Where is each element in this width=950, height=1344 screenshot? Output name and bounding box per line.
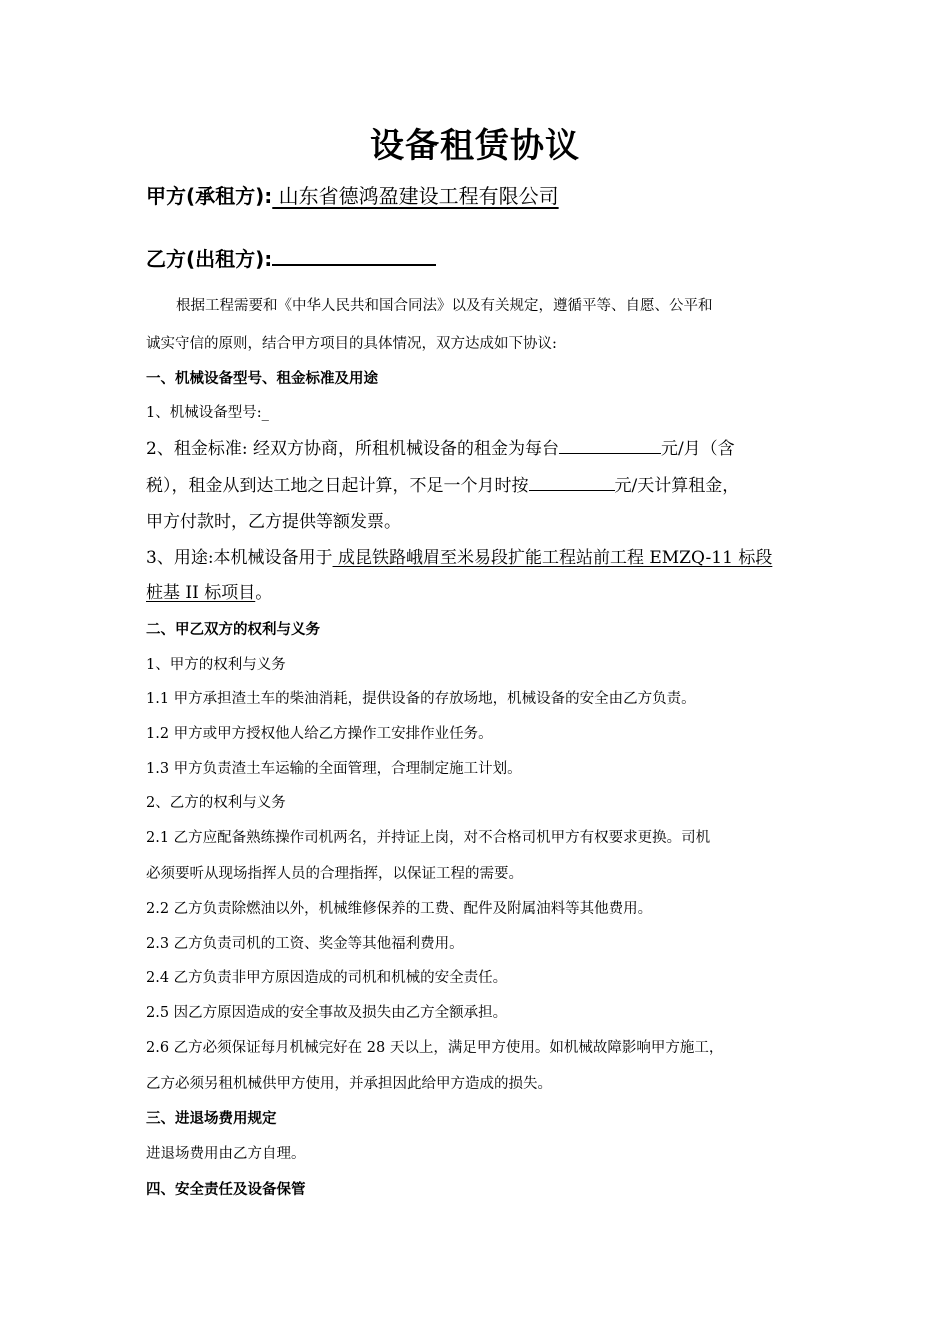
project-name: 成昆铁路峨眉至米易段扩能工程站前工程 EMZQ-11 标段 bbox=[332, 548, 773, 568]
monthly-rent-blank bbox=[559, 437, 661, 454]
document-title: 设备租赁协议 bbox=[370, 126, 580, 166]
party-a-line bbox=[146, 180, 559, 209]
clause-2-2: 2.2 乙方负责除燃油以外，机械维修保养的工费、配件及附属油料等其他费用。 bbox=[146, 901, 653, 917]
section-3-text: 进退场费用由乙方自理。 bbox=[146, 1146, 306, 1162]
clause-2-3: 2.3 乙方负责司机的工资、奖金等其他福利费用。 bbox=[146, 936, 464, 952]
usage-end: 。 bbox=[255, 583, 273, 603]
rent-standard-line-2 bbox=[146, 474, 739, 496]
clause-1-3: 1.3 甲方负责渣土车运输的全面管理，合理制定施工计划。 bbox=[146, 761, 522, 777]
clause-1-2: 1.2 甲方或甲方授权他人给乙方操作工安排作业任务。 bbox=[146, 726, 493, 742]
party-a-name: 山东省德鸿盈建设工程有限公司 bbox=[272, 184, 559, 208]
rent-text-d: 元/天计算租金， bbox=[614, 476, 740, 496]
party-a-label: 甲方(承租方): bbox=[146, 184, 273, 208]
usage-line-2 bbox=[146, 583, 272, 603]
clause-2-1-line-2: 必须要听从现场指挥人员的合理指挥，以保证工程的需要。 bbox=[146, 866, 523, 882]
rent-text-a: 2、租金标准: 经双方协商，所租机械设备的租金为每台 bbox=[146, 439, 559, 459]
clause-2-6-line-1: 2.6 乙方必须保证每月机械完好在 28 天以上，满足甲方使用。如机械故障影响甲方施工， bbox=[146, 1040, 724, 1056]
party-b-line bbox=[146, 243, 436, 272]
section-1-heading: 一、机械设备型号、租金标准及用途 bbox=[146, 371, 378, 387]
clause-2-5: 2.5 因乙方原因造成的安全事故及损失由乙方全额承担。 bbox=[146, 1005, 508, 1021]
party-b-label: 乙方(出租方): bbox=[146, 247, 273, 271]
section-2-heading: 二、甲乙双方的权利与义务 bbox=[146, 622, 320, 638]
intro-line-2: 诚实守信的原则，结合甲方项目的具体情况，双方达成如下协议: bbox=[146, 336, 557, 352]
daily-rent-blank bbox=[529, 474, 615, 491]
clause-2-1-line-1: 2.1 乙方应配备熟练操作司机两名，并持证上岗，对不合格司机甲方有权要求更换。司机 bbox=[146, 830, 711, 846]
intro-line-1: 根据工程需要和《中华人民共和国合同法》以及有关规定，遵循平等、自愿、公平和 bbox=[176, 298, 713, 314]
party-a-duties-title: 1、甲方的权利与义务 bbox=[146, 657, 286, 673]
usage-line-1 bbox=[146, 548, 772, 568]
equipment-model: 1、机械设备型号:_ bbox=[146, 405, 269, 421]
party-b-blank bbox=[272, 246, 436, 266]
rent-text-b: 元/月（含 bbox=[660, 439, 735, 459]
section-4-heading: 四、安全责任及设备保管 bbox=[146, 1182, 306, 1198]
clause-2-4: 2.4 乙方负责非甲方原因造成的司机和机械的安全责任。 bbox=[146, 970, 508, 986]
usage-text-a: 3、用途:本机械设备用于 bbox=[146, 548, 333, 568]
rent-text-c: 税），租金从到达工地之日起计算，不足一个月时按 bbox=[146, 476, 529, 496]
rent-standard-line-1 bbox=[146, 437, 735, 459]
party-b-duties-title: 2、乙方的权利与义务 bbox=[146, 795, 286, 811]
section-3-heading: 三、进退场费用规定 bbox=[146, 1111, 277, 1127]
project-name-cont: 桩基 II 标项目 bbox=[146, 583, 256, 603]
rent-standard-line-3: 甲方付款时，乙方提供等额发票。 bbox=[146, 512, 401, 532]
clause-1-1: 1.1 甲方承担渣土车的柴油消耗，提供设备的存放场地，机械设备的安全由乙方负责。 bbox=[146, 691, 696, 707]
clause-2-6-line-2: 乙方必须另租机械供甲方使用，并承担因此给甲方造成的损失。 bbox=[146, 1076, 552, 1092]
